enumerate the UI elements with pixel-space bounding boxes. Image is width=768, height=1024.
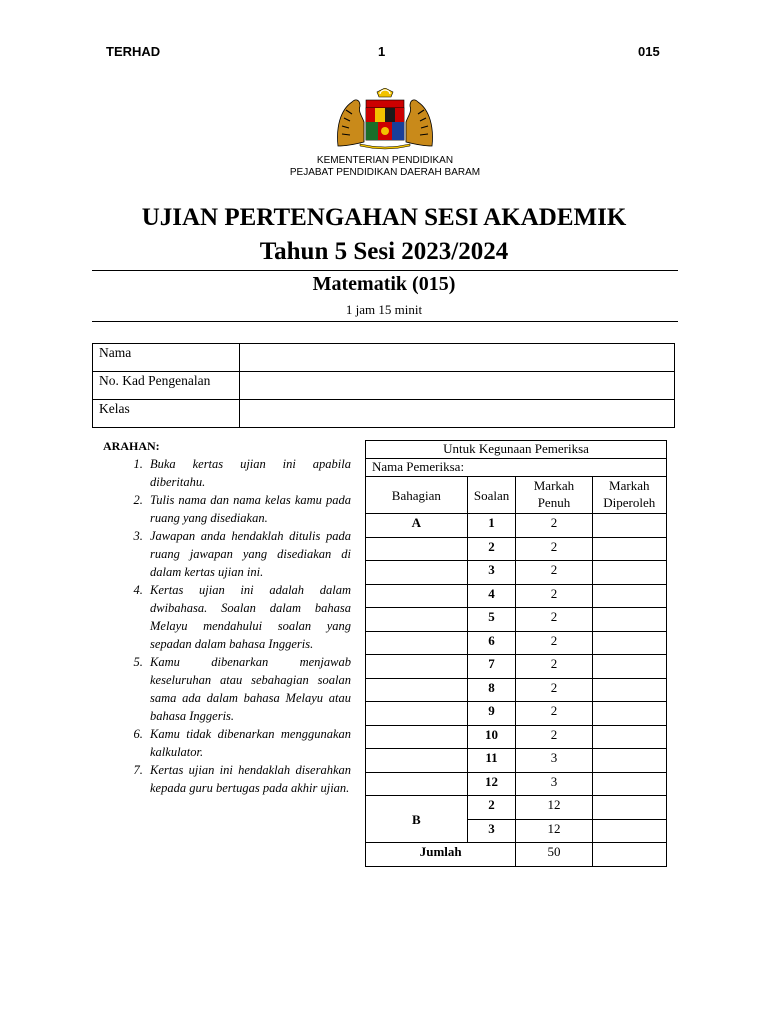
full-marks: 2 [516, 584, 592, 608]
full-marks: 2 [516, 608, 592, 632]
col-header-soalan: Soalan [467, 477, 516, 514]
table-row [366, 514, 667, 538]
section-cell-empty [366, 702, 468, 726]
table-row [366, 772, 667, 796]
section-label: A [366, 514, 468, 538]
exam-title: UJIAN PERTENGAHAN SESI AKADEMIK [141, 204, 627, 231]
full-marks: 3 [516, 772, 592, 796]
marks-obtained-cell[interactable] [592, 796, 666, 820]
table-row [366, 678, 667, 702]
paper-code: 015 [638, 44, 660, 59]
class-field[interactable] [240, 400, 675, 428]
col-header-bahagian: Bahagian [366, 477, 468, 514]
full-marks: 2 [516, 702, 592, 726]
section-cell-empty [366, 772, 468, 796]
instruction-item: 7. Kertas ujian ini hendaklah diserahkan kepada guru bertugas pada akhir ujian. [146, 761, 351, 797]
full-marks: 12 [516, 796, 592, 820]
full-marks: 12 [516, 819, 592, 843]
section-cell-empty [366, 749, 468, 773]
table-row [366, 725, 667, 749]
name-field[interactable] [240, 344, 675, 372]
subject-title: Matematik (015) [312, 273, 456, 295]
marks-obtained-cell[interactable] [592, 772, 666, 796]
title-rule-top [92, 270, 678, 271]
question-number: 6 [467, 631, 516, 655]
examiner-table-title: Untuk Kegunaan Pemeriksa [366, 441, 667, 459]
marks-obtained-cell[interactable] [592, 631, 666, 655]
exam-year-session: Tahun 5 Sesi 2023/2024 [259, 238, 509, 265]
marks-obtained-cell[interactable] [592, 537, 666, 561]
table-row [93, 344, 675, 372]
instruction-item: 3. Jawapan anda hendaklah ditulis pada ruang jawapan yang disediakan di dalam kertas ujian ini. [146, 527, 351, 581]
marks-obtained-cell[interactable] [592, 655, 666, 679]
question-number: 12 [467, 772, 516, 796]
table-row [366, 702, 667, 726]
table-row [366, 796, 667, 820]
section-cell-empty [366, 631, 468, 655]
section-cell-empty [366, 561, 468, 585]
district-office-name: PEJABAT PENDIDIKAN DAERAH BARAM [289, 167, 481, 178]
candidate-info-table [92, 343, 675, 428]
full-marks: 2 [516, 678, 592, 702]
col-header-full-marks: Markah Penuh [516, 477, 592, 514]
name-label: Nama [93, 344, 240, 372]
question-number: 3 [467, 561, 516, 585]
instructions-list [103, 455, 351, 797]
total-label: Jumlah [366, 843, 516, 867]
title-rule-bottom [92, 321, 678, 322]
full-marks: 2 [516, 655, 592, 679]
full-marks: 2 [516, 514, 592, 538]
question-number: 10 [467, 725, 516, 749]
col-header-marks-obtained: Markah Diperoleh [592, 477, 666, 514]
full-marks: 3 [516, 749, 592, 773]
question-number: 3 [467, 819, 516, 843]
section-cell-empty [366, 725, 468, 749]
examiner-name-label[interactable]: Nama Pemeriksa: [366, 459, 667, 477]
question-number: 5 [467, 608, 516, 632]
table-row [93, 400, 675, 428]
section-label: B [366, 796, 468, 843]
exam-duration: 1 jam 15 minit [345, 302, 423, 317]
marks-obtained-cell[interactable] [592, 678, 666, 702]
table-row [366, 584, 667, 608]
marks-obtained-cell[interactable] [592, 819, 666, 843]
section-cell-empty [366, 655, 468, 679]
section-cell-empty [366, 608, 468, 632]
full-marks: 2 [516, 537, 592, 561]
table-row [366, 749, 667, 773]
table-row [366, 441, 667, 459]
question-number: 9 [467, 702, 516, 726]
question-number: 8 [467, 678, 516, 702]
marks-obtained-cell[interactable] [592, 749, 666, 773]
marks-obtained-cell[interactable] [592, 608, 666, 632]
table-row [366, 655, 667, 679]
instruction-item: 2. Tulis nama dan nama kelas kamu pada ruang yang disediakan. [146, 491, 351, 527]
question-number: 1 [467, 514, 516, 538]
full-marks: 2 [516, 631, 592, 655]
instruction-item: 6. Kamu tidak dibenarkan menggunakan kalkulator. [146, 725, 351, 761]
table-row [366, 561, 667, 585]
question-number: 11 [467, 749, 516, 773]
table-row [93, 372, 675, 400]
instructions-heading: ARAHAN: [103, 439, 160, 453]
page-number: 1 [378, 44, 386, 59]
table-row [366, 608, 667, 632]
marks-obtained-cell[interactable] [592, 514, 666, 538]
table-row [366, 843, 667, 867]
section-cell-empty [366, 584, 468, 608]
table-row [366, 477, 667, 514]
total-marks-obtained[interactable] [592, 843, 666, 867]
marks-obtained-cell[interactable] [592, 584, 666, 608]
full-marks: 2 [516, 561, 592, 585]
examiner-table [365, 440, 667, 867]
ministry-name: KEMENTERIAN PENDIDIKAN [316, 155, 454, 166]
question-number: 7 [467, 655, 516, 679]
id-card-label: No. Kad Pengenalan [93, 372, 240, 400]
total-full-marks: 50 [516, 843, 592, 867]
coat-of-arms-logo [330, 88, 440, 150]
instructions [103, 439, 351, 797]
marks-obtained-cell[interactable] [592, 702, 666, 726]
section-cell-empty [366, 678, 468, 702]
table-row [366, 537, 667, 561]
full-marks: 2 [516, 725, 592, 749]
header-restricted: TERHAD [106, 44, 161, 59]
question-number: 2 [467, 796, 516, 820]
table-row [366, 631, 667, 655]
instruction-item: 4. Kertas ujian ini adalah dalam dwibahasa. Soalan dalam bahasa Melayu mendahului soalan yang sepadan dalam bahasa Inggeris. [146, 581, 351, 653]
section-cell-empty [366, 537, 468, 561]
table-row [366, 459, 667, 477]
class-label: Kelas [93, 400, 240, 428]
question-number: 4 [467, 584, 516, 608]
instruction-item: 5. Kamu dibenarkan menjawab keseluruhan atau sebahagian soalan sama ada dalam bahasa Melayu atau bahasa Inggeris. [146, 653, 351, 725]
marks-obtained-cell[interactable] [592, 561, 666, 585]
instruction-item: 1. Buka kertas ujian ini apabila diberitahu. [146, 455, 351, 491]
marks-obtained-cell[interactable] [592, 725, 666, 749]
id-card-field[interactable] [240, 372, 675, 400]
question-number: 2 [467, 537, 516, 561]
